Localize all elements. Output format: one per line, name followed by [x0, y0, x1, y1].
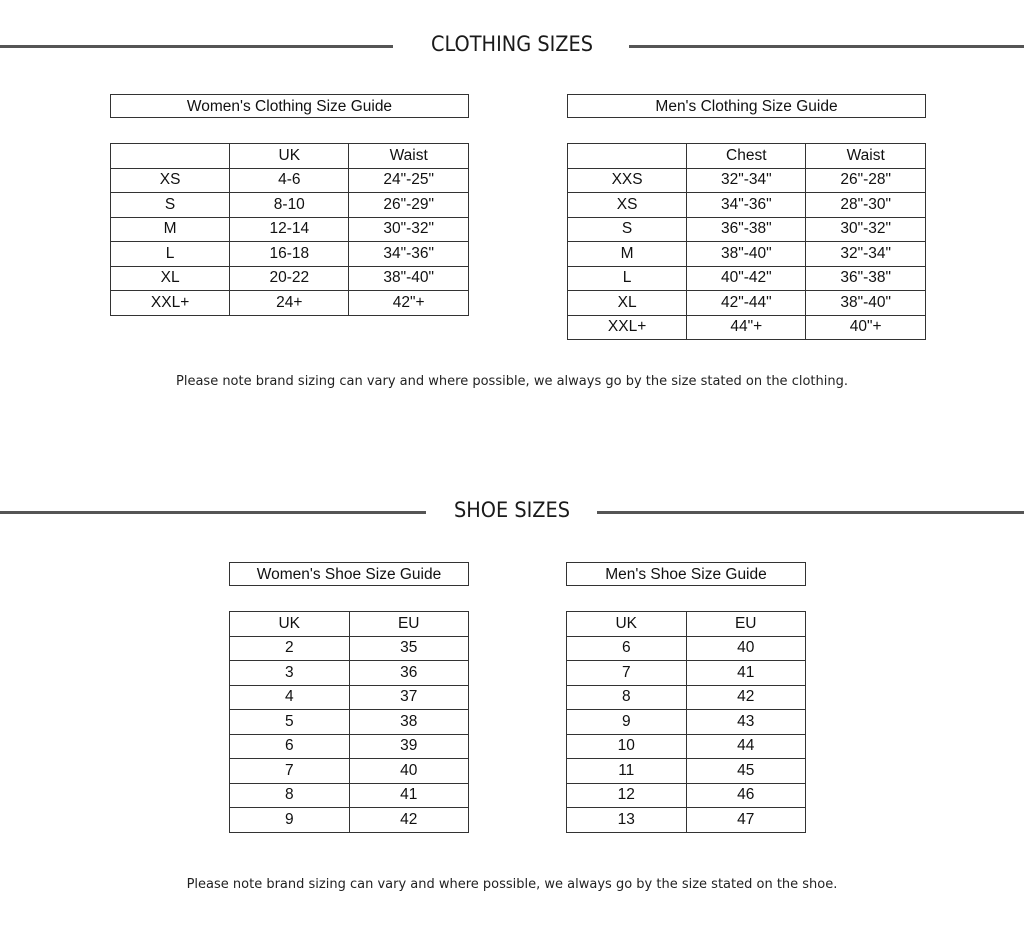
table-cell: 9 — [230, 808, 350, 833]
table-row — [111, 266, 469, 291]
table-cell: 41 — [349, 783, 469, 808]
column-header: UK — [567, 612, 687, 637]
table-cell: 42 — [349, 808, 469, 833]
heading-rule-right — [597, 511, 1024, 514]
table-cell: 6 — [230, 734, 350, 759]
table-cell: XS — [568, 193, 687, 218]
table-row — [230, 636, 469, 661]
table-cell: 24+ — [230, 291, 349, 316]
shoe-heading: SHOE SIZES — [453, 498, 571, 522]
mens-shoe-table — [566, 611, 806, 833]
womens-clothing-title: Women's Clothing Size Guide — [110, 94, 469, 118]
column-header: EU — [349, 612, 469, 637]
column-header — [111, 144, 230, 169]
table-row — [568, 193, 926, 218]
table-cell: L — [111, 242, 230, 267]
table-cell: 41 — [686, 661, 806, 686]
header-row — [568, 144, 926, 169]
table-cell: S — [111, 193, 230, 218]
table-cell: 28"-30" — [806, 193, 926, 218]
table-row — [568, 168, 926, 193]
table-row — [568, 242, 926, 267]
table-cell: 7 — [567, 661, 687, 686]
table-row — [230, 661, 469, 686]
table-row — [567, 685, 806, 710]
table-row — [568, 291, 926, 316]
table-cell: 30"-32" — [806, 217, 926, 242]
table-cell: 45 — [686, 759, 806, 784]
table-cell: 36"-38" — [806, 266, 926, 291]
table-row — [230, 808, 469, 833]
table-cell: 32"-34" — [687, 168, 806, 193]
shoe-note: Please note brand sizing can vary and where possible, we always go by the size stated on the shoe. — [186, 877, 838, 892]
table-cell: 36"-38" — [687, 217, 806, 242]
table-cell: 12-14 — [230, 217, 349, 242]
table-cell: 42 — [686, 685, 806, 710]
table-cell: 11 — [567, 759, 687, 784]
table-cell: 26"-29" — [349, 193, 469, 218]
table-row — [111, 242, 469, 267]
table-cell: 44"+ — [687, 315, 806, 340]
table-cell: 38 — [349, 710, 469, 735]
column-header: UK — [230, 144, 349, 169]
table-cell: 13 — [567, 808, 687, 833]
table-cell: 34"-36" — [349, 242, 469, 267]
column-header — [568, 144, 687, 169]
table-row — [568, 217, 926, 242]
table-cell: 40 — [686, 636, 806, 661]
table-cell: 8 — [567, 685, 687, 710]
clothing-heading: CLOTHING SIZES — [430, 32, 594, 56]
table-cell: 42"-44" — [687, 291, 806, 316]
table-cell: XL — [111, 266, 230, 291]
table-cell: 8 — [230, 783, 350, 808]
table-row — [567, 636, 806, 661]
table-cell: 20-22 — [230, 266, 349, 291]
table-row — [111, 217, 469, 242]
table-cell: 37 — [349, 685, 469, 710]
table-cell: 44 — [686, 734, 806, 759]
table-cell: 10 — [567, 734, 687, 759]
table-cell: 47 — [686, 808, 806, 833]
table-cell: 38"-40" — [806, 291, 926, 316]
table-cell: L — [568, 266, 687, 291]
table-cell: 2 — [230, 636, 350, 661]
table-row — [567, 734, 806, 759]
table-cell: 40 — [349, 759, 469, 784]
header-row — [111, 144, 469, 169]
table-cell: 16-18 — [230, 242, 349, 267]
table-cell: 35 — [349, 636, 469, 661]
column-header: Chest — [687, 144, 806, 169]
clothing-section-heading — [0, 32, 1024, 62]
table-cell: XL — [568, 291, 687, 316]
table-cell: 6 — [567, 636, 687, 661]
table-cell: 26"-28" — [806, 168, 926, 193]
table-row — [567, 661, 806, 686]
table-row — [230, 710, 469, 735]
table-cell: S — [568, 217, 687, 242]
table-row — [567, 759, 806, 784]
shoe-section-heading — [0, 498, 1024, 528]
table-cell: 39 — [349, 734, 469, 759]
heading-rule-right — [629, 45, 1024, 48]
table-row — [111, 193, 469, 218]
table-cell: 42"+ — [349, 291, 469, 316]
table-cell: M — [111, 217, 230, 242]
table-cell: XS — [111, 168, 230, 193]
table-cell: 7 — [230, 759, 350, 784]
table-row — [568, 315, 926, 340]
table-cell: 12 — [567, 783, 687, 808]
table-cell: 46 — [686, 783, 806, 808]
table-row — [568, 266, 926, 291]
table-cell: 40"+ — [806, 315, 926, 340]
table-row — [230, 783, 469, 808]
table-cell: M — [568, 242, 687, 267]
table-row — [230, 734, 469, 759]
table-cell: 36 — [349, 661, 469, 686]
table-cell: 38"-40" — [349, 266, 469, 291]
table-cell: 30"-32" — [349, 217, 469, 242]
mens-clothing-title: Men's Clothing Size Guide — [567, 94, 926, 118]
mens-clothing-table — [567, 143, 926, 340]
table-cell: 43 — [686, 710, 806, 735]
table-row — [567, 710, 806, 735]
table-cell: XXL+ — [568, 315, 687, 340]
clothing-note: Please note brand sizing can vary and where possible, we always go by the size stated on the clothing. — [176, 374, 848, 389]
womens-shoe-title: Women's Shoe Size Guide — [229, 562, 469, 586]
table-row — [567, 808, 806, 833]
table-cell: XXL+ — [111, 291, 230, 316]
table-cell: 9 — [567, 710, 687, 735]
table-cell: 38"-40" — [687, 242, 806, 267]
column-header: Waist — [806, 144, 926, 169]
table-cell: 5 — [230, 710, 350, 735]
table-row — [111, 168, 469, 193]
heading-rule-left — [0, 45, 393, 48]
table-row — [230, 759, 469, 784]
header-row — [567, 612, 806, 637]
womens-clothing-table — [110, 143, 469, 316]
table-cell: 24"-25" — [349, 168, 469, 193]
heading-rule-left — [0, 511, 426, 514]
table-row — [230, 685, 469, 710]
table-row — [111, 291, 469, 316]
table-cell: 8-10 — [230, 193, 349, 218]
table-cell: 4-6 — [230, 168, 349, 193]
table-cell: 3 — [230, 661, 350, 686]
table-cell: 40"-42" — [687, 266, 806, 291]
table-cell: 34"-36" — [687, 193, 806, 218]
column-header: UK — [230, 612, 350, 637]
table-cell: 32"-34" — [806, 242, 926, 267]
table-row — [567, 783, 806, 808]
table-cell: 4 — [230, 685, 350, 710]
mens-shoe-title: Men's Shoe Size Guide — [566, 562, 806, 586]
header-row — [230, 612, 469, 637]
womens-shoe-table — [229, 611, 469, 833]
table-cell: XXS — [568, 168, 687, 193]
column-header: EU — [686, 612, 806, 637]
column-header: Waist — [349, 144, 469, 169]
